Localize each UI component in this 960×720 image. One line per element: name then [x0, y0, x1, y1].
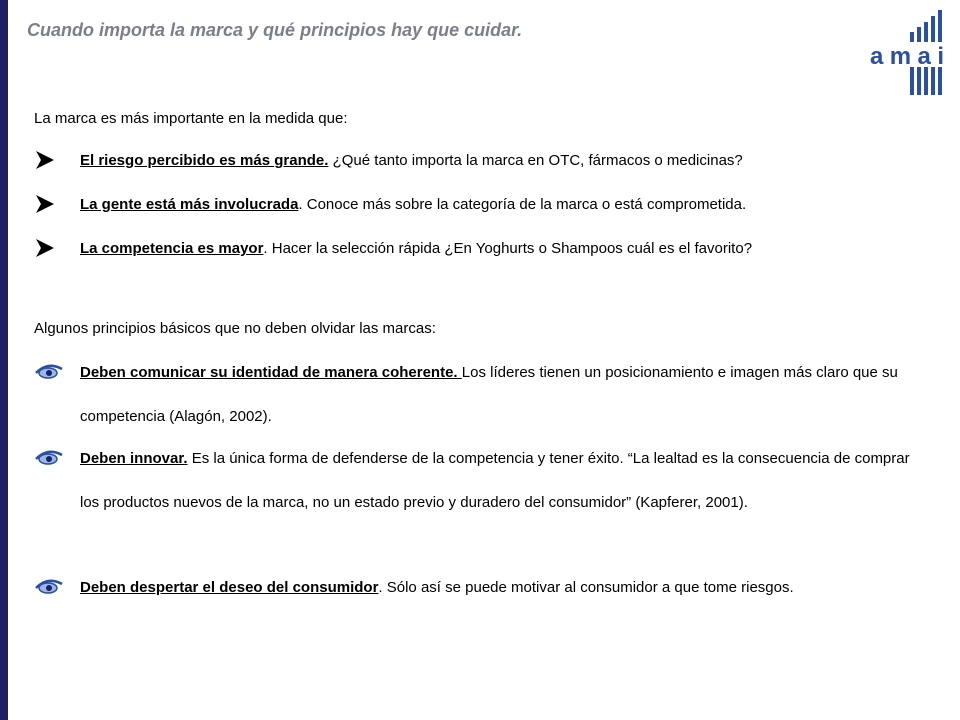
- eye-bullet-icon: [34, 361, 68, 381]
- logo-text: amai: [870, 43, 944, 70]
- eye-bullet-icon: [34, 447, 68, 467]
- section2-intro: Algunos principios básicos que no deben olvidar las marcas:: [34, 320, 436, 337]
- principle-lead: Deben innovar.: [80, 450, 188, 467]
- principle-text: Los líderes tienen un posicionamiento e imagen más claro que su competencia (Alagón, 2002).: [80, 364, 898, 425]
- bullet-lead: La gente está más involucrada: [80, 196, 299, 213]
- arrow-bullet-icon: [34, 150, 56, 170]
- principle-text: Es la única forma de defenderse de la competencia y tener éxito. “La lealtad es la consecuencia de comprar los productos nuevos de la marca, no un estado previo y duradero del consumidor” (Kapferer, 2001).: [80, 450, 910, 511]
- arrow-bullet-icon: [34, 194, 56, 214]
- principle-lead: Deben comunicar su identidad de manera coherente.: [80, 364, 462, 381]
- bullet-lead: La competencia es mayor: [80, 240, 264, 257]
- amai-logo: [866, 10, 950, 98]
- principle-text: . Sólo así se puede motivar al consumidor a que tome riesgos.: [378, 579, 794, 596]
- bullet-text: . Hacer la selección rápida ¿En Yoghurts o Shampoos cuál es el favorito?: [263, 240, 753, 257]
- bullet-text: ¿Qué tanto importa la marca en OTC, fármacos o medicinas?: [328, 152, 743, 169]
- slide-title: Cuando importa la marca y qué principios hay que cuidar.: [27, 20, 523, 40]
- eye-bullet-icon: [34, 576, 68, 596]
- bullet-lead: El riesgo percibido es más grande.: [80, 152, 329, 169]
- section1-intro: La marca es más importante en la medida que:: [34, 110, 348, 127]
- principle-lead: Deben despertar el deseo del consumidor: [80, 579, 379, 596]
- bullet-text: . Conoce más sobre la categoría de la marca o está comprometida.: [298, 196, 747, 213]
- arrow-bullet-icon: [34, 238, 56, 258]
- left-accent-bar: [0, 0, 8, 720]
